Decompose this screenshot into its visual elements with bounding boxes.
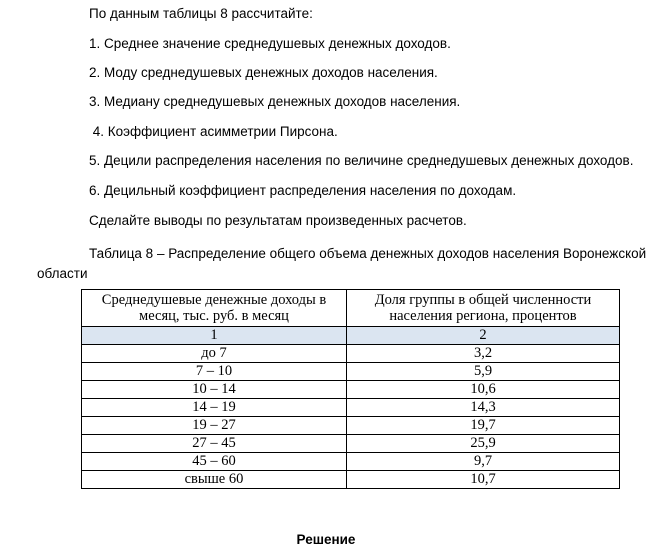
income-cell: свыше 60 xyxy=(82,471,347,489)
column-number-2: 2 xyxy=(347,327,620,345)
column-number-1: 1 xyxy=(82,327,347,345)
column-number-row xyxy=(82,327,620,345)
table-header-row xyxy=(82,290,620,327)
income-cell: 45 – 60 xyxy=(82,453,347,471)
solution-heading: Решение xyxy=(296,532,356,547)
intro-text: По данным таблицы 8 рассчитайте: xyxy=(89,6,313,21)
table-row xyxy=(82,363,620,381)
share-cell: 3,2 xyxy=(347,345,620,363)
table-row xyxy=(82,471,620,489)
income-cell: 27 – 45 xyxy=(82,435,347,453)
share-cell: 5,9 xyxy=(347,363,620,381)
income-cell: 14 – 19 xyxy=(82,399,347,417)
task-1: 1. Среднее значение среднедушевых денежных доходов. xyxy=(89,36,451,51)
task-3: 3. Медиану среднедушевых денежных доходов населения. xyxy=(89,94,461,109)
share-cell: 9,7 xyxy=(347,453,620,471)
header-income: Среднедушевые денежные доходы в месяц, тыс. руб. в месяц xyxy=(82,290,347,327)
task-4: 4. Коэффициент асимметрии Пирсона. xyxy=(89,124,338,139)
table-row xyxy=(82,381,620,399)
table-row xyxy=(82,453,620,471)
share-cell: 14,3 xyxy=(347,399,620,417)
share-cell: 25,9 xyxy=(347,435,620,453)
share-cell: 19,7 xyxy=(347,417,620,435)
table-row xyxy=(82,345,620,363)
income-cell: 7 – 10 xyxy=(82,363,347,381)
header-share: Доля группы в общей численности населения региона, процентов xyxy=(347,290,620,327)
share-cell: 10,6 xyxy=(347,381,620,399)
conclusion-text: Сделайте выводы по результатам произведенных расчетов. xyxy=(89,213,467,228)
table-row xyxy=(82,417,620,435)
income-cell: 10 – 14 xyxy=(82,381,347,399)
income-cell: до 7 xyxy=(82,345,347,363)
task-2: 2. Моду среднедушевых денежных доходов населения. xyxy=(89,65,438,80)
task-6: 6. Децильный коэффициент распределения населения по доходам. xyxy=(89,183,517,198)
table-caption: Таблица 8 – Распределение общего объема денежных доходов населения Воронежской области xyxy=(37,246,647,281)
share-cell: 10,7 xyxy=(347,471,620,489)
table-row xyxy=(82,399,620,417)
income-cell: 19 – 27 xyxy=(82,417,347,435)
table-row xyxy=(82,435,620,453)
task-5: 5. Децили распределения населения по величине среднедушевых денежных доходов. xyxy=(89,153,634,168)
income-distribution-table xyxy=(81,289,620,489)
